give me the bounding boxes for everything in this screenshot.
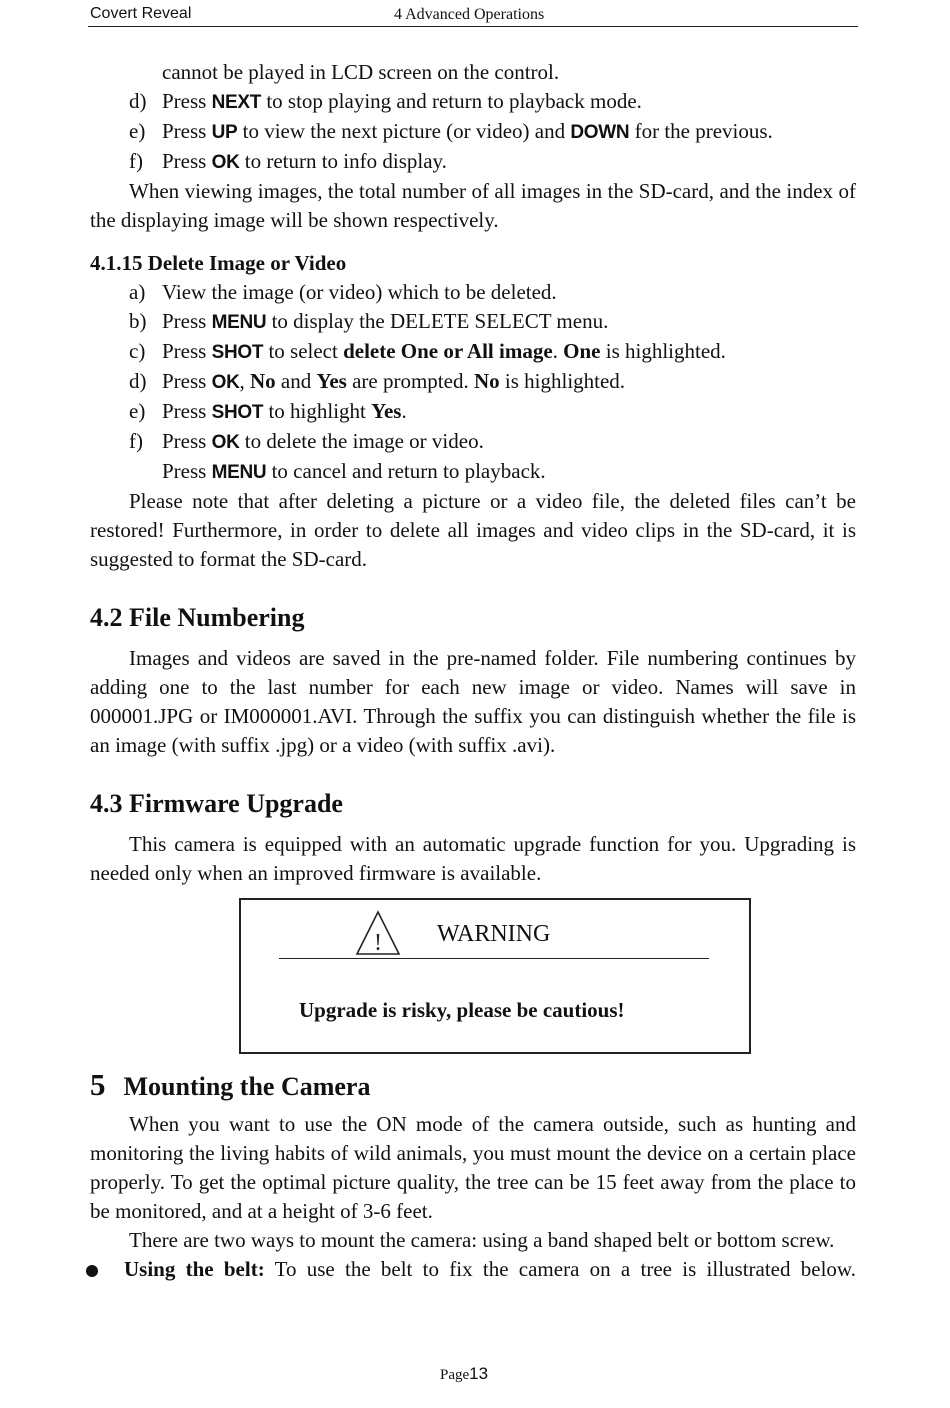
chapter-title: Mounting the Camera [123,1072,371,1101]
playback-note: When viewing images, the total number of all images in the SD-card, and the index of the displaying image will be shown respectively. [90,179,856,232]
step-marker: e) [129,399,146,423]
warning-box [239,898,751,1054]
delete-step-d: d) Press OK, No and Yes are prompted. No is highlighted. [90,367,856,397]
mounting-paragraph-2: There are two ways to mount the camera: using a band shaped belt or bottom screw. [129,1228,835,1252]
delete-step-c: c) Press SHOT to select delete One or All image. One is highlighted. [90,337,856,367]
file-numbering-heading: 4.2 File Numbering [90,603,305,632]
mounting-heading [90,1068,856,1104]
firmware-heading: 4.3 Firmware Upgrade [90,789,343,818]
key-label: SHOT [211,402,264,423]
file-numbering-text: Images and videos are saved in the pre-named folder. File numbering continues by adding one to the last number for each new image or video. Names will save in 000001.JPG or IM000001.AVI. Through the suffix you can distinguish whether the file is an image (with suffix .jpg) or a video (with suffix .avi). [90,646,856,757]
delete-step-e: e) Press SHOT to highlight Yes. [90,397,856,427]
playback-continuation: cannot be played in LCD screen on the control. [162,60,560,84]
key-label: MENU [211,462,267,483]
playback-step-e: e) Press UP to view the next picture (or video) and DOWN for the previous. [90,117,856,147]
bullet-dot [86,1265,98,1277]
warning-glyph: ! [374,930,382,956]
header-chapter-title: 4 Advanced Operations [394,6,545,23]
delete-step-f-cancel: Press MENU to cancel and return to playback. [162,459,546,483]
warning-text: Upgrade is risky, please be cautious! [299,998,625,1022]
delete-step-f: f) Press OK to delete the image or video. [90,427,856,457]
key-label: OK [211,432,240,453]
delete-step-a: a) View the image (or video) which to be deleted. [90,278,856,307]
delete-heading: 4.1.15 Delete Image or Video [90,251,347,275]
page-label: Page [440,1367,470,1383]
header-product-name: Covert Reveal [90,5,192,22]
delete-note: Please note that after deleting a picture or a video file, the deleted files can’t be restored! Furthermore, in order to delete all images and video clips in the SD-card, it is suggested to format the SD-card. [90,489,856,571]
key-label: OK [211,152,240,173]
step-marker: e) [129,119,146,143]
step-marker: c) [129,339,146,363]
key-label: OK [211,372,240,393]
mounting-paragraph-1: When you want to use the ON mode of the camera outside, such as hunting and monitoring the living habits of wild animals, you must mount the device on a certain place properly. To get the optimal picture quality, the tree can be 15 feet away from the place to be monitored, and at a height of 3-6 feet. [90,1112,856,1223]
key-label: MENU [211,312,267,333]
page-header [88,2,858,27]
firmware-text: This camera is equipped with an automatic upgrade function for you. Upgrading is needed only when an improved firmware is available. [90,832,856,885]
mounting-bullet-belt: Using the belt: To use the belt to fix the camera on a tree is illustrated below. [90,1255,856,1284]
key-label: NEXT [211,92,262,113]
step-marker: b) [129,309,147,333]
page-number: 13 [469,1364,489,1383]
step-marker: f) [129,429,143,453]
page-content [90,58,856,1284]
step-marker: d) [129,89,147,113]
playback-step-d: d) Press NEXT to stop playing and return to playback mode. [90,87,856,117]
step-marker: f) [129,149,143,173]
key-label: DOWN [570,122,630,143]
page-footer [440,1364,488,1384]
key-label: SHOT [211,342,264,363]
key-label: UP [211,122,238,143]
warning-triangle-icon [355,910,401,956]
delete-step-b: b) Press MENU to display the DELETE SELECT menu. [90,307,856,337]
step-marker: a) [129,280,146,304]
chapter-number: 5 [90,1067,106,1102]
step-marker: d) [129,369,147,393]
playback-step-f: f) Press OK to return to info display. [90,147,856,177]
warning-title: WARNING [437,921,551,947]
warning-title-row [279,908,709,959]
